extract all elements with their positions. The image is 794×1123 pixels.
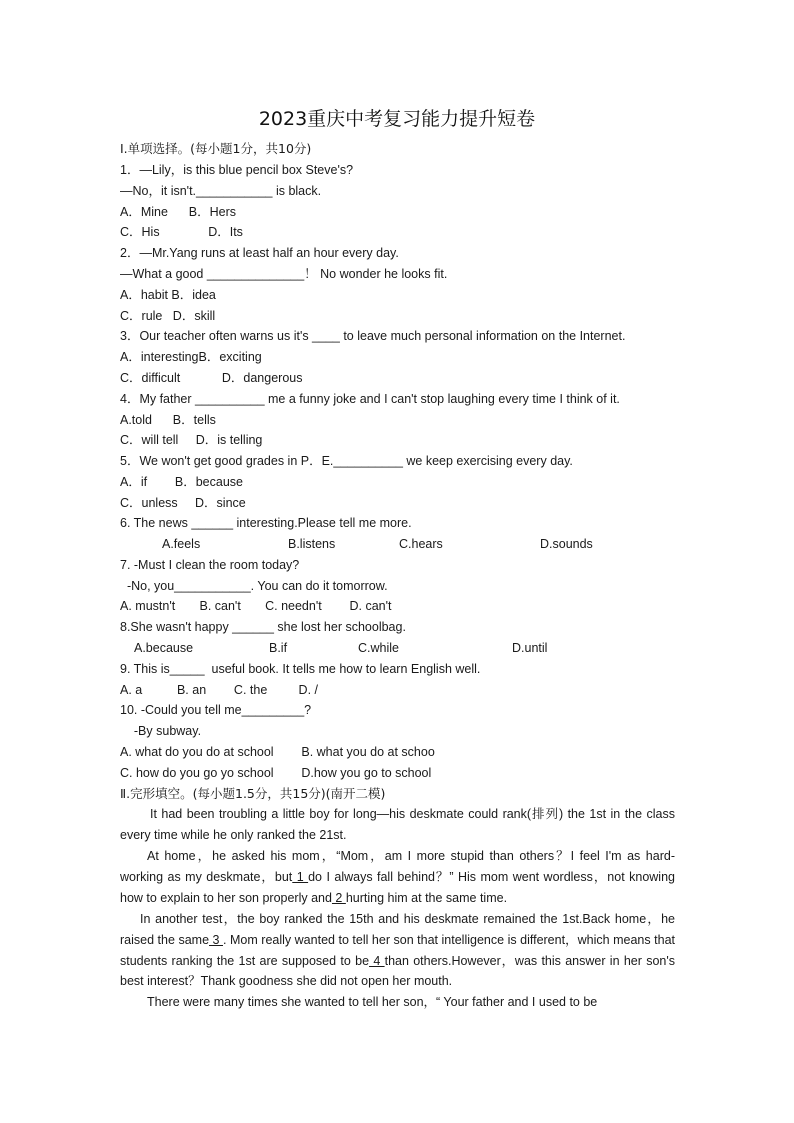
question-line: 2．—Mr.Yang runs at least half an hour every day. xyxy=(120,246,399,260)
blank-1: 1 xyxy=(292,869,309,884)
option-d: D.until xyxy=(512,641,548,655)
option-line: C．will tell D．is telling xyxy=(120,433,263,447)
paragraph-text: . Mom really wanted to tell her son that intelligence is different，which means that students ranking the 1st are supposed to be xyxy=(120,932,675,968)
option-d: D.sounds xyxy=(540,537,593,551)
paragraph-text: do I always fall behind？” His mom went wordless，not knowing how to explain to her son properly and xyxy=(120,869,675,905)
passage-paragraph-2 xyxy=(120,846,675,908)
blank-4: 4 xyxy=(369,953,385,968)
paragraph-text: than others.However，was this answer in her son's best interest？Thank goodness she did not open her mouth. xyxy=(120,953,675,989)
option-line: A. mustn't B. can't C. needn't D. can't xyxy=(120,599,392,613)
question-line: 6. The news ______ interesting.Please tell me more. xyxy=(120,516,412,530)
option-line: C．rule D．skill xyxy=(120,309,216,323)
question-line: 5．We won't get good grades in P．E.__________ we keep exercising every day. xyxy=(120,454,573,468)
option-line: A．Mine B．Hers xyxy=(120,205,236,219)
passage-paragraph-1: It had been troubling a little boy for long—his deskmate could rank(排列) the 1st in the class every time while he only ranked the 21st. xyxy=(120,807,675,842)
option-b: B.if xyxy=(269,641,288,655)
option-b: B.listens xyxy=(288,537,336,551)
option-line: C．His D．Its xyxy=(120,225,243,239)
option-line: A. a B. an C. the D. / xyxy=(120,683,318,697)
option-line: C．unless D．since xyxy=(120,496,246,510)
question-line: -By subway. xyxy=(120,724,202,738)
question-line: 8.She wasn't happy ______ she lost her schoolbag. xyxy=(120,620,406,634)
question-line: —No，it isn't.___________ is black. xyxy=(120,184,322,198)
question-line: 9. This is_____ useful book. It tells me how to learn English well. xyxy=(120,662,481,676)
question-line: 1．—Lily，is this blue pencil box Steve's? xyxy=(120,163,354,177)
option-a: A.feels xyxy=(162,537,201,551)
question-line: 7. -Must I clean the room today? xyxy=(120,558,300,572)
option-line: A. what do you do at school B. what you do at schoo xyxy=(120,745,435,759)
question-line: 10. -Could you tell me_________? xyxy=(120,703,312,717)
blank-3: 3 xyxy=(209,932,223,947)
section-2-heading: Ⅱ.完形填空。(每小题1.5分，共15分)(南开二模) xyxy=(120,786,386,801)
option-line: A．interestingB．exciting xyxy=(120,350,262,364)
option-line: A．if B．because xyxy=(120,475,243,489)
option-a: A.because xyxy=(134,641,194,655)
option-c: C.hears xyxy=(399,537,443,551)
section-1-heading: Ⅰ.单项选择。(每小题1分，共10分) xyxy=(120,141,312,156)
option-line: A.told B．tells xyxy=(120,413,216,427)
option-c: C.while xyxy=(358,641,399,655)
question-line: -No, you___________. You can do it tomorrow. xyxy=(120,579,388,593)
paragraph-text: hurting him at the same time. xyxy=(345,890,508,905)
option-line: C. how do you go yo school D.how you go to school xyxy=(120,766,432,780)
option-line: A．habit B．idea xyxy=(120,288,216,302)
question-line: 4．My father __________ me a funny joke and I can't stop laughing every time I think of it. xyxy=(120,392,620,406)
paragraph-text: In another test，the boy ranked the 15th and his deskmate remained the 1st.Back home，he raised the same xyxy=(120,912,675,947)
question-line: —What a good ______________！ No wonder he looks fit. xyxy=(120,267,448,281)
paragraph-text: At home，he asked his mom，“Mom，am I more stupid than others？I feel I'm as hard-working as my deskmate，but xyxy=(120,849,675,884)
blank-2: 2 xyxy=(331,890,346,905)
passage-paragraph-4: There were many times she wanted to tell her son，“ Your father and I used to be xyxy=(147,995,598,1009)
option-line: C．difficult D．dangerous xyxy=(120,371,303,385)
question-line: 3．Our teacher often warns us it's ____ to leave much personal information on the Internet. xyxy=(120,329,626,343)
page-title: 2023重庆中考复习能力提升短卷 xyxy=(258,108,536,130)
passage-paragraph-3 xyxy=(120,909,675,992)
